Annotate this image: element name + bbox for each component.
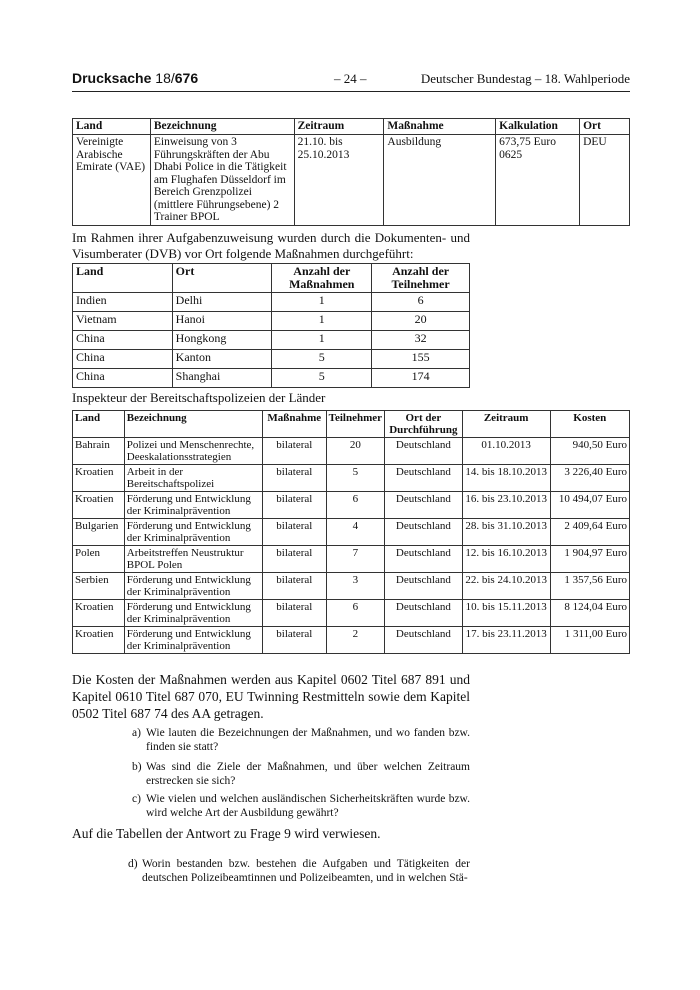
paragraph-kosten: Die Kosten der Maßnahmen werden aus Kapitel 0602 Titel 687 891 und Kapitel 0610 Titel 687 070, EU Twinning Restmitteln sowie dem Kapitel 0502 Titel 687 74 des AA getragen. — [72, 672, 470, 721]
question-text: Worin bestanden bzw. bestehen die Aufgaben und Tätigkeiten der deutschen Polizeibeamtinnen und Polizeibeamten, und in welchen Stä- — [142, 858, 470, 884]
cell-teilnehmer: 20 — [372, 312, 470, 331]
table-row — [73, 465, 630, 492]
cell-bezeichnung: Förderung und Entwicklung der Kriminalprävention — [124, 492, 262, 519]
table-header-row — [73, 119, 630, 135]
cell-land: Vereinigte Arabische Emirate (VAE) — [73, 135, 151, 226]
cell-zeitraum: 10. bis 15.11.2013 — [462, 600, 550, 627]
column-header: Bezeichnung — [124, 411, 262, 438]
cell-kalkulation: 673,75 Euro 0625 — [496, 135, 580, 226]
cell-teilnehmer: 32 — [372, 331, 470, 350]
cell-teilnehmer: 6 — [372, 293, 470, 312]
page-number: – 24 – — [334, 71, 367, 86]
cell-ort: Deutschland — [385, 600, 463, 627]
table-row — [73, 350, 470, 369]
table-row — [73, 519, 630, 546]
question-text: Was sind die Ziele der Maßnahmen, und über welchen Zeitraum erstrecken sie sich? — [146, 761, 470, 787]
cell-land: Kroatien — [73, 627, 125, 654]
cell-ort: Shanghai — [172, 369, 272, 388]
column-header: Zeitraum — [462, 411, 550, 438]
cell-teilnehmer: 6 — [326, 492, 384, 519]
table-row — [73, 369, 470, 388]
cell-ort: Deutschland — [385, 546, 463, 573]
column-header: Ort der Durchführung — [385, 411, 463, 438]
cell-ort: Kanton — [172, 350, 272, 369]
cell-land: Bahrain — [73, 438, 125, 465]
column-header: Teilnehmer — [326, 411, 384, 438]
question-b — [132, 760, 470, 788]
cell-land: Kroatien — [73, 600, 125, 627]
column-header: Land — [73, 411, 125, 438]
table-row — [73, 627, 630, 654]
question-label: c) — [132, 793, 141, 805]
cell-bezeichnung: Polizei und Menschenrechte, Deeskalationsstrategien — [124, 438, 262, 465]
cell-massnahme: bilateral — [262, 546, 326, 573]
cell-land: China — [73, 331, 173, 350]
cell-land: Serbien — [73, 573, 125, 600]
table-row — [73, 331, 470, 350]
question-text: Wie lauten die Bezeichnungen der Maßnahmen, und wo fanden bzw. finden sie statt? — [146, 727, 470, 753]
cell-ort: Delhi — [172, 293, 272, 312]
cell-bezeichnung: Einweisung von 3 Führungskräften der Abu Dhabi Police in die Tätigkeit am Flughafen Düsseldorf im Bereich Grenzpolizei (mittlere Führungsebene) 2 Trainer BPOL — [150, 135, 294, 226]
column-header: Anzahl der Maßnahmen — [272, 264, 372, 293]
question-label: d) — [128, 858, 138, 870]
table-row — [73, 600, 630, 627]
cell-bezeichnung: Arbeitstreffen Neustruktur BPOL Polen — [124, 546, 262, 573]
cell-ort: Hanoi — [172, 312, 272, 331]
table-row — [73, 312, 470, 331]
cell-massnahmen: 5 — [272, 350, 372, 369]
column-header: Kalkulation — [496, 119, 580, 135]
cell-teilnehmer: 20 — [326, 438, 384, 465]
training-table-vae — [72, 118, 630, 226]
cell-ort: Deutschland — [385, 573, 463, 600]
dvb-table — [72, 263, 470, 388]
cell-land: Indien — [73, 293, 173, 312]
paragraph-dvb: Im Rahmen ihrer Aufgabenzuweisung wurden durch die Dokumenten- und Visumberater (DVB) vor Ort folgende Maßnahmen durchgeführt: — [72, 230, 470, 261]
column-header: Ort — [580, 119, 630, 135]
table-header-row — [73, 411, 630, 438]
document-number: Drucksache 18/676 — [72, 70, 199, 86]
table-row — [73, 293, 470, 312]
cell-zeitraum: 22. bis 24.10.2013 — [462, 573, 550, 600]
publisher: Deutscher Bundestag – 18. Wahlperiode — [420, 71, 630, 86]
cell-massnahme: Ausbildung — [384, 135, 496, 226]
cell-land: Kroatien — [73, 465, 125, 492]
question-a — [132, 726, 470, 754]
cell-teilnehmer: 3 — [326, 573, 384, 600]
cell-ort: Hongkong — [172, 331, 272, 350]
cell-land: Vietnam — [73, 312, 173, 331]
cell-massnahmen: 1 — [272, 331, 372, 350]
cell-teilnehmer: 5 — [326, 465, 384, 492]
cell-kosten: 2 409,64 Euro — [550, 519, 629, 546]
cell-massnahme: bilateral — [262, 627, 326, 654]
cell-teilnehmer: 6 — [326, 600, 384, 627]
bereitschaftspolizei-table — [72, 410, 630, 654]
cell-kosten: 940,50 Euro — [550, 438, 629, 465]
cell-bezeichnung: Förderung und Entwicklung der Kriminalprävention — [124, 627, 262, 654]
cell-teilnehmer: 155 — [372, 350, 470, 369]
cell-kosten: 3 226,40 Euro — [550, 465, 629, 492]
question-d — [128, 857, 470, 885]
cell-massnahme: bilateral — [262, 600, 326, 627]
column-header: Ort — [172, 264, 272, 293]
cell-massnahme: bilateral — [262, 465, 326, 492]
cell-ort: Deutschland — [385, 438, 463, 465]
cell-massnahmen: 1 — [272, 312, 372, 331]
table-row — [73, 492, 630, 519]
table-row — [73, 573, 630, 600]
cell-massnahme: bilateral — [262, 438, 326, 465]
cell-zeitraum: 17. bis 23.11.2013 — [462, 627, 550, 654]
cell-kosten: 10 494,07 Euro — [550, 492, 629, 519]
question-label: b) — [132, 761, 142, 773]
cell-massnahme: bilateral — [262, 492, 326, 519]
cell-teilnehmer: 4 — [326, 519, 384, 546]
cell-massnahmen: 5 — [272, 369, 372, 388]
cell-land: China — [73, 350, 173, 369]
cell-zeitraum: 14. bis 18.10.2013 — [462, 465, 550, 492]
cell-massnahme: bilateral — [262, 573, 326, 600]
cell-bezeichnung: Förderung und Entwicklung der Kriminalprävention — [124, 600, 262, 627]
cell-zeitraum: 01.10.2013 — [462, 438, 550, 465]
cell-massnahme: bilateral — [262, 519, 326, 546]
column-header: Anzahl der Teilnehmer — [372, 264, 470, 293]
cell-kosten: 1 357,56 Euro — [550, 573, 629, 600]
column-header: Kosten — [550, 411, 629, 438]
cell-land: Kroatien — [73, 492, 125, 519]
cell-teilnehmer: 7 — [326, 546, 384, 573]
table-row — [73, 546, 630, 573]
cell-land: Polen — [73, 546, 125, 573]
page-header — [72, 70, 630, 88]
column-header: Bezeichnung — [150, 119, 294, 135]
column-header: Land — [73, 264, 173, 293]
cell-ort: Deutschland — [385, 492, 463, 519]
cell-ort: Deutschland — [385, 465, 463, 492]
table-row — [73, 438, 630, 465]
cell-teilnehmer: 2 — [326, 627, 384, 654]
paragraph-inspekteur: Inspekteur der Bereitschaftspolizeien der Länder — [72, 390, 326, 405]
cell-ort: Deutschland — [385, 519, 463, 546]
column-header: Maßnahme — [262, 411, 326, 438]
column-header: Land — [73, 119, 151, 135]
header-rule — [72, 91, 630, 92]
question-label: a) — [132, 727, 141, 739]
cell-kosten: 1 311,00 Euro — [550, 627, 629, 654]
cell-zeitraum: 12. bis 16.10.2013 — [462, 546, 550, 573]
cell-bezeichnung: Förderung und Entwicklung der Kriminalprävention — [124, 519, 262, 546]
paragraph-verweis: Auf die Tabellen der Antwort zu Frage 9 wird verwiesen. — [72, 826, 381, 841]
cell-teilnehmer: 174 — [372, 369, 470, 388]
cell-land: Bulgarien — [73, 519, 125, 546]
cell-ort: DEU — [580, 135, 630, 226]
question-c — [132, 792, 470, 820]
cell-bezeichnung: Förderung und Entwicklung der Kriminalprävention — [124, 573, 262, 600]
cell-land: China — [73, 369, 173, 388]
cell-zeitraum: 28. bis 31.10.2013 — [462, 519, 550, 546]
cell-ort: Deutschland — [385, 627, 463, 654]
cell-massnahmen: 1 — [272, 293, 372, 312]
cell-bezeichnung: Arbeit in der Bereitschaftspolizei — [124, 465, 262, 492]
table-row — [73, 135, 630, 226]
column-header: Maßnahme — [384, 119, 496, 135]
table-header-row — [73, 264, 470, 293]
cell-kosten: 1 904,97 Euro — [550, 546, 629, 573]
column-header: Zeitraum — [294, 119, 384, 135]
cell-kosten: 8 124,04 Euro — [550, 600, 629, 627]
cell-zeitraum: 16. bis 23.10.2013 — [462, 492, 550, 519]
question-text: Wie vielen und welchen ausländischen Sicherheitskräften wurde bzw. wird welche Art der Ausbildung gewährt? — [146, 793, 470, 819]
cell-zeitraum: 21.10. bis 25.10.2013 — [294, 135, 384, 226]
